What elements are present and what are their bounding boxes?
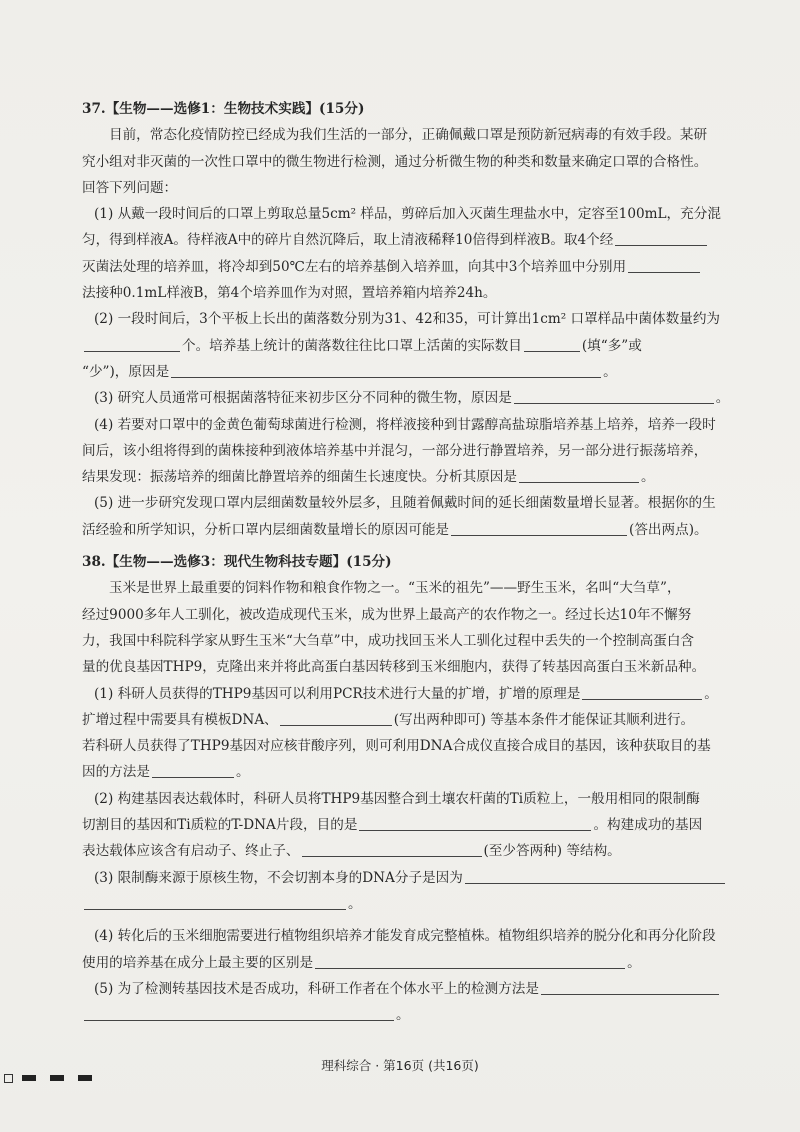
answer-blank[interactable]	[514, 387, 714, 404]
q38-part1-line-4	[82, 759, 758, 785]
q37-part4-line-3	[82, 464, 758, 490]
q37-part4-line-2: 间后，该小组将得到的菌株接种到液体培养基中并混匀，一部分进行静置培养，另一部分进行振荡培养，	[82, 442, 708, 459]
q38-part2-line-3	[82, 838, 758, 864]
answer-blank[interactable]	[302, 840, 482, 857]
q38-part4-text-2: 使用的培养基在成分上最主要的区别是	[82, 954, 314, 971]
q38-intro-line-2: 经过9000多年人工驯化，被改造成现代玉米，成为世界上最高产的农作物之一。经过长达10年不懈努	[82, 606, 692, 623]
q37-part2-line-3	[82, 359, 758, 385]
period: 。	[603, 363, 617, 380]
answer-blank[interactable]	[582, 683, 702, 700]
q37-part5-note: (答出两点)。	[629, 521, 708, 538]
answer-blank[interactable]	[171, 361, 601, 378]
answer-blank[interactable]	[628, 256, 700, 273]
q37-part1-line-3	[82, 254, 758, 280]
q38-part1-line-2	[82, 707, 758, 733]
registration-mark	[22, 1075, 36, 1081]
answer-blank[interactable]	[519, 466, 639, 483]
answer-blank[interactable]	[359, 814, 591, 831]
period: 。	[235, 764, 250, 781]
q38-intro-line-1: 玉米是世界上最重要的饲料作物和粮食作物之一。“玉米的祖先”——野生玉米，名叫“大刍草”，	[109, 580, 681, 597]
answer-blank[interactable]	[84, 1004, 394, 1021]
answer-blank[interactable]	[84, 335, 180, 352]
answer-blank[interactable]	[465, 867, 725, 884]
page-footer: 理科综合 · 第16页 (共16页)	[321, 1058, 479, 1073]
q37-part2-text-2b: (填“多”或	[581, 337, 642, 354]
q38-intro-line-4: 量的优良基因THP9，克隆出来并将此高蛋白基因转移到玉米细胞内，获得了转基因高蛋白玉米新品种。	[82, 659, 706, 676]
answer-blank[interactable]	[524, 335, 580, 352]
q37-part3-line	[82, 385, 758, 411]
q37-intro-line-1: 目前，常态化疫情防控已经成为我们生活的一部分，正确佩戴口罩是预防新冠病毒的有效手段。某研	[109, 127, 708, 144]
q37-part2-text-2: 个。培养基上统计的菌落数往往比口罩上活菌的实际数目	[182, 337, 522, 354]
q37-part5-line-1: (5) 进一步研究发现口罩内层细菌数量较外层多，且随着佩戴时间的延长细菌数量增长显著。根据你的生	[94, 495, 716, 512]
period: 。	[641, 469, 655, 486]
q37-intro-line-3: 回答下列问题：	[82, 179, 178, 196]
q38-part3-text-1: (3) 限制酶来源于原核生物，不会切割本身的DNA分子是因为	[94, 869, 463, 886]
q38-part5-line-2	[82, 1002, 758, 1028]
q37-part2-line-2	[82, 333, 758, 359]
period: 。	[715, 390, 730, 407]
q38-part4-line-2	[82, 950, 758, 976]
q38-part3-line-2	[82, 891, 758, 917]
answer-blank[interactable]	[315, 952, 625, 969]
q37-part5-text-2: 活经验和所学知识，分析口罩内层细菌数量增长的原因可能是	[82, 521, 450, 538]
q37-part4-line-1: (4) 若要对口罩中的金黄色葡萄球菌进行检测，将样液接种到甘露醇高盐琼脂培养基上培养，培养一段时	[94, 416, 716, 433]
q37-intro-line-2: 究小组对非灭菌的一次性口罩中的微生物进行检测，通过分析微生物的种类和数量来确定口罩的合格性。	[82, 153, 708, 170]
q38-part1-text-1: (1) 科研人员获得的THP9基因可以利用PCR技术进行大量的扩增，扩增的原理是	[94, 685, 581, 702]
answer-blank[interactable]	[615, 229, 707, 246]
q38-part2-line-1: (2) 构建基因表达载体时，科研人员将THP9基因整合到土壤农杆菌的Ti质粒上，一般用相同的限制酶	[94, 790, 700, 807]
answer-blank[interactable]	[84, 893, 346, 910]
q38-part2-text-2b: 。构建成功的基因	[593, 817, 703, 834]
q37-part1-text-2: 匀，得到样液A。待样液A中的碎片自然沉降后，取上清液稀释10倍得到样液B。取4个经	[82, 232, 614, 249]
q37-part1-line-4: 法接种0.1mL样液B，第4个培养皿作为对照，置培养箱内培养24h。	[82, 285, 497, 302]
q38-part2-line-2	[82, 812, 758, 838]
q38-part1-text-2b: (写出两种即可) 等基本条件才能保证其顺利进行。	[393, 711, 695, 728]
answer-blank[interactable]	[541, 978, 719, 995]
period: 。	[396, 1007, 410, 1024]
q37-part1-line-2	[82, 227, 758, 253]
q38-part2-text-2: 切割目的基因和Ti质粒的T-DNA片段，目的是	[82, 817, 358, 834]
q38-part3-line-1	[82, 865, 758, 891]
q37-part1-text-3: 灭菌法处理的培养皿，将冷却到50℃左右的培养基倒入培养皿，向其中3个培养皿中分别用	[82, 258, 627, 275]
q38-part5-line-1	[82, 976, 758, 1002]
q38-part2-text-3: 表达载体应该含有启动子、终止子、	[82, 843, 300, 860]
q37-heading: 37.【生物——选修1：生物技术实践】(15分)	[82, 101, 365, 117]
q37-part2-text-3: “少”)，原因是	[82, 363, 170, 380]
period: 。	[704, 685, 718, 702]
q38-part1-text-2: 扩增过程中需要具有模板DNA、	[82, 711, 278, 728]
q38-part4-line-1: (4) 转化后的玉米细胞需要进行植物组织培养才能发育成完整植株。植物组织培养的脱分化和再分化阶段	[94, 928, 716, 945]
q38-heading: 38.【生物——选修3：现代生物科技专题】(15分)	[82, 554, 392, 571]
q37-part2-line-1: (2) 一段时间后，3个平板上长出的菌落数分别为31、42和35，可计算出1cm² 口罩样品中菌体数量约为	[94, 311, 721, 328]
answer-blank[interactable]	[152, 761, 234, 778]
q38-part1-line-3: 若科研人员获得了THP9基因对应核苷酸序列，则可利用DNA合成仪直接合成目的基因，该种获取目的基	[82, 738, 711, 755]
q38-part2-text-3b: (至少答两种) 等结构。	[483, 843, 621, 860]
exam-content	[82, 96, 758, 1028]
registration-mark	[50, 1075, 64, 1081]
answer-blank[interactable]	[280, 709, 392, 726]
q38-part1-text-4: 因的方法是	[82, 764, 150, 781]
q38-intro-line-3: 力，我国中科院科学家从野生玉米“大刍草”中，成功找回玉米人工驯化过程中丢失的一个控制高蛋白含	[82, 632, 695, 649]
q37-part3-text: (3) 研究人员通常可根据菌落特征来初步区分不同种的微生物，原因是	[94, 390, 512, 407]
q37-part1-line-1: (1) 从戴一段时间后的口罩上剪取总量5cm² 样品，剪碎后加入灭菌生理盐水中，定容至100mL，充分混	[94, 206, 721, 223]
q38-part1-line-1	[82, 681, 758, 707]
answer-blank[interactable]	[451, 519, 627, 536]
period: 。	[627, 954, 641, 971]
q38-part5-text-1: (5) 为了检测转基因技术是否成功，科研工作者在个体水平上的检测方法是	[94, 980, 539, 997]
registration-mark-box	[4, 1074, 13, 1083]
q37-part4-text-3: 结果发现：振荡培养的细菌比静置培养的细菌生长速度快。分析其原因是	[82, 469, 517, 486]
q37-part5-line-2	[82, 517, 758, 543]
period: 。	[348, 895, 362, 912]
registration-mark	[78, 1075, 92, 1081]
